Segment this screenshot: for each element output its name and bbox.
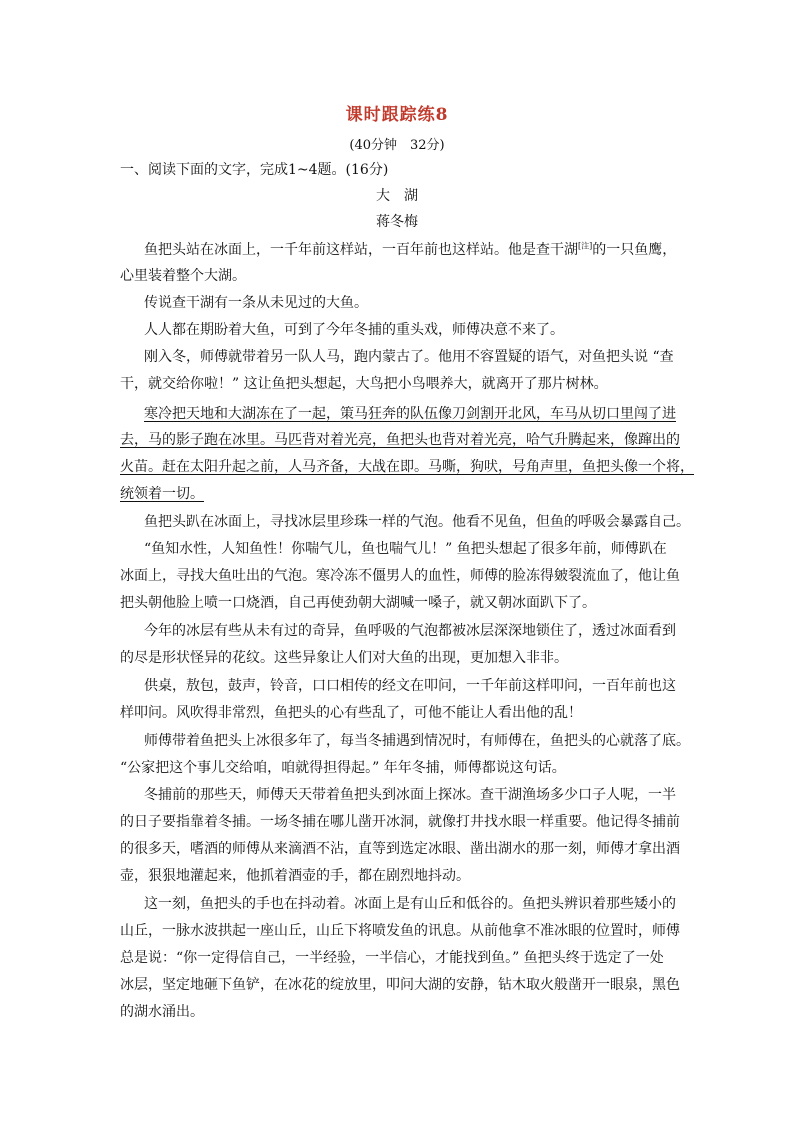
text-line: 壶，狠狠地灌起来，他抓着酒壶的手，都在剧烈地抖动。 [120, 868, 470, 884]
text-line: 干，就交给你啦！” 这让鱼把头想起，大鸟把小鸟喂养大，就离开了那片树林。 [120, 376, 608, 392]
text-line: 的很多天，嗜酒的师傅从来滴酒不沾，直等到选定冰眼、凿出湖水的那一刻，师傅才拿出酒 [120, 841, 680, 857]
text-line: 的日子要指靠着冬捕。一场冬捕在哪儿凿开冰洞，就像打井找水眼一样重要。他记得冬捕前 [120, 814, 680, 830]
text-line: 鱼把头趴在冰面上，寻找冰层里珍珠一样的气泡。他看不见鱼，但鱼的呼吸会暴露自己。 [144, 514, 690, 530]
text-line: 今年的冰层有些从未有过的奇异，鱼呼吸的气泡都被冰层深深地锁住了，透过冰面看到 [144, 623, 676, 639]
text-line: 样叩问。风吹得非常烈，鱼把头的心有些乱了，可他不能让人看出他的乱！ [120, 705, 582, 721]
text-line: 山丘，一脉水波拱起一座山丘，山丘下将喷发鱼的讯息。从前他拿不准冰眼的位置时，师傅 [120, 923, 680, 939]
text-line: “公家把这个事儿交给咱，咱就得担得起。” 年年冬捕，师傅都说这句话。 [120, 760, 566, 776]
time-score-note: (40分钟 32分) [349, 138, 445, 153]
text-line: 人人都在期盼着大鱼，可到了今年冬捕的重头戏，师傅决意不来了。 [144, 322, 564, 338]
footnote-marker: [注] [578, 241, 593, 251]
text-line: 这一刻，鱼把头的手也在抖动着。冰面上是有山丘和低谷的。鱼把头辨识着那些矮小的 [144, 896, 676, 912]
underlined-line: 寒冷把天地和大湖冻在了一起，策马狂奔的队伍像刀剑割开北风，车马从切口里闯了进 [144, 406, 676, 422]
text-line: 鱼把头站在冰面上，一千年前这样站，一百年前也这样站。他是查干湖[注]的一只鱼鹰， [144, 241, 677, 258]
story-author: 蒋冬梅 [376, 214, 418, 230]
text-line: 传说查干湖有一条从未见过的大鱼。 [144, 295, 368, 311]
underlined-line: 统领着一切。 [120, 486, 204, 502]
text-line: 刚入冬，师傅就带着另一队人马，跑内蒙古了。他用不容置疑的语气，对鱼把头说 “查 [144, 349, 674, 365]
text-line: 冬捕前的那些天，师傅天天带着鱼把头到冰面上探冰。查干湖渔场多少口子人呢，一半 [144, 787, 676, 803]
text-line: 师傅带着鱼把头上冰很多年了，每当冬捕遇到情况时，有师傅在，鱼把头的心就落了底。 [144, 733, 690, 749]
underlined-line: 去，马的影子跑在冰里。马匹背对着光亮，鱼把头也背对着光亮，哈气升腾起来，像蹿出的 [120, 432, 680, 448]
story-title: 大 湖 [376, 188, 418, 204]
text-line: 冰层，坚定地砸下鱼铲，在冰花的绽放里，叩问大湖的安静，钻木取火般凿开一眼泉，黑色 [120, 977, 680, 993]
text-line: 把头朝他脸上喷一口烧酒，自己再使劲朝大湖喊一嗓子，就又朝冰面趴下了。 [120, 595, 596, 611]
text-line: 的尽是形状怪异的花纹。这些异象让人们对大鱼的出现，更加想入非非。 [120, 650, 568, 666]
text-line: 的湖水涌出。 [120, 1004, 204, 1020]
question-instruction: 一、阅读下面的文字，完成1~4题。(16分) [120, 162, 389, 178]
text-line: 总是说：“你一定得信自己，一半经验，一半信心，才能找到鱼。” 鱼把头终于选定了一处 [120, 950, 664, 966]
underlined-line: 火苗。赶在太阳升起之前，人马齐备，大战在即。马嘶，狗吠，号角声里，鱼把头像一个将， [120, 459, 694, 475]
text-line: 心里装着整个大湖。 [120, 268, 246, 284]
text-line: 冰面上，寻找大鱼吐出的气泡。寒冷冻不僵男人的血性，师傅的脸冻得皴裂流血了，他让鱼 [120, 568, 680, 584]
text-line: “鱼知水性，人知鱼性！你喘气儿，鱼也喘气儿！” 鱼把头想起了很多年前，师傅趴在 [144, 541, 667, 557]
text-line: 供桌，敖包，鼓声，铃音，口口相传的经文在叩问，一千年前这样叩问，一百年前也这 [144, 678, 676, 694]
page-title: 课时跟踪练8 [345, 105, 449, 125]
